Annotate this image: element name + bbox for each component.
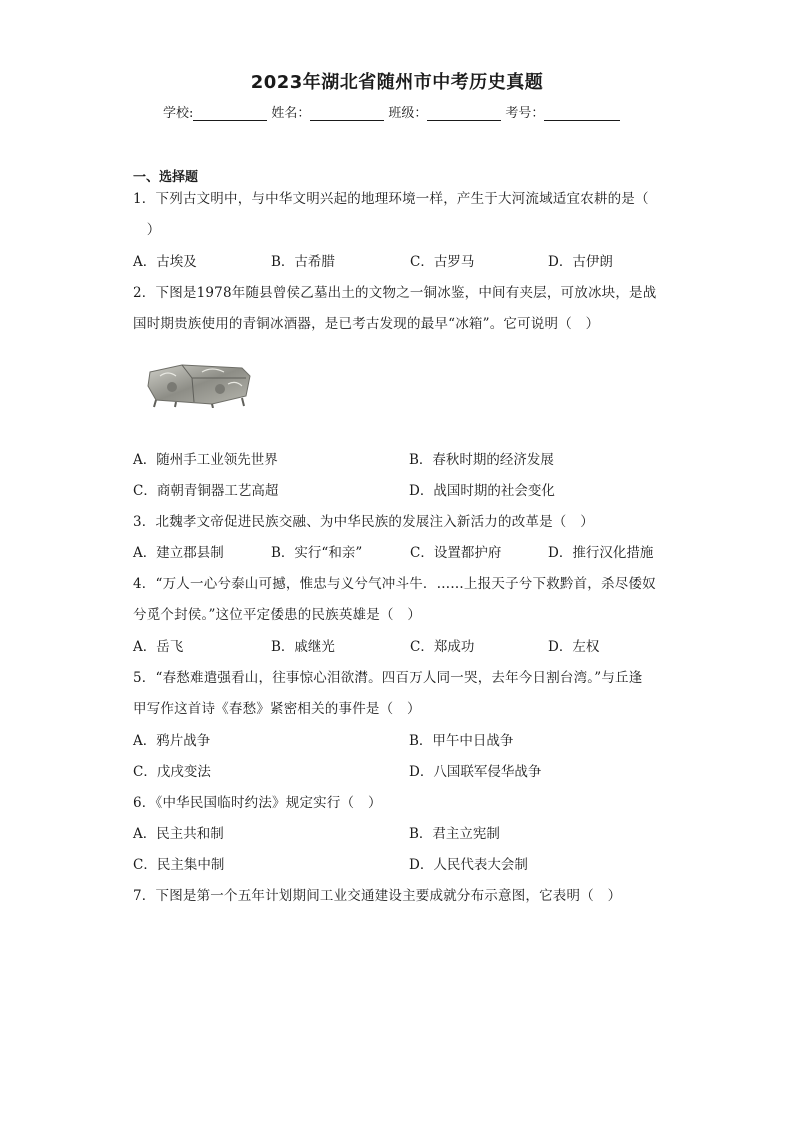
question-6-option-a[interactable]: A．民主共和制 [133,826,224,842]
name-blank[interactable] [310,106,384,121]
class-label: 班级： [388,106,428,121]
question-5-option-b[interactable]: B．甲午中日战争 [409,733,514,749]
question-2-option-a[interactable]: A．随州手工业领先世界 [133,452,278,468]
exam-number-label: 考号： [505,106,545,121]
question-stem-line: 兮觅个封侯。”这位平定倭患的民族英雄是（ ） [133,607,422,623]
option-d[interactable]: D．古伊朗 [548,254,613,270]
question-stem-line: 1．下列古文明中，与中华文明兴起的地理环境一样，产生于大河流域适宜农耕的是（ [133,191,649,207]
question-2-option-b[interactable]: B．春秋时期的经济发展 [409,452,554,468]
option-b[interactable]: B．实行“和亲” [271,545,363,561]
question-5-option-c[interactable]: C．戊戌变法 [133,764,211,780]
question-stem-line: 7．下图是第一个五年计划期间工业交通建设主要成就分布示意图，它表明（ ） [133,888,622,904]
option-d[interactable]: D．左权 [548,639,600,655]
school-label: 学校: [163,106,194,121]
question-2 [133,278,663,340]
question-6-option-b[interactable]: B．君主立宪制 [409,826,500,842]
question-5-option-d[interactable]: D．八国联军侵华战争 [409,764,542,780]
school-blank[interactable] [193,106,267,121]
question-4 [133,569,663,631]
question-stem-line: 4．“万人一心兮泰山可撼，惟忠与义兮气冲斗牛．……上报天子兮下救黔首，杀尽倭奴 [133,576,656,592]
option-c[interactable]: C．郑成功 [410,639,475,655]
question-1 [133,184,663,246]
question-2-option-d[interactable]: D．战国时期的社会变化 [409,483,555,499]
question-6-option-c[interactable]: C．民主集中制 [133,857,225,873]
question-3-options [133,538,663,569]
option-a[interactable]: A．建立郡县制 [133,545,224,561]
class-blank[interactable] [427,106,501,121]
name-label: 姓名： [271,106,311,121]
student-info-row [163,102,643,121]
option-d[interactable]: D．推行汉化措施 [548,545,654,561]
question-stem-line: 6．《中华民国临时约法》规定实行（ ） [133,795,382,811]
question-6 [133,788,663,819]
section-heading: 一、选择题 [133,170,199,185]
question-stem-line: 5．“春愁难遣强看山，往事惊心泪欲潸。四百万人同一哭，去年今日割台湾。”与丘逢 [133,670,643,686]
question-stem-line: ） [133,222,161,238]
question-2-option-c[interactable]: C．商朝青铜器工艺高超 [133,483,279,499]
exam-number-blank[interactable] [544,106,620,121]
question-stem-line: 甲写作这首诗《春愁》紧密相关的事件是（ ） [133,701,421,717]
option-b[interactable]: B．戚继光 [271,639,335,655]
question-stem-line: 3．北魏孝文帝促进民族交融、为中华民族的发展注入新活力的改革是（ ） [133,514,594,530]
page-title: 2023年湖北省随州市中考历史真题 [250,72,544,93]
question-4-options [133,632,663,663]
question-5 [133,663,663,725]
option-a[interactable]: A．岳飞 [133,639,184,655]
question-7 [133,881,663,912]
question-6-option-d[interactable]: D．人民代表大会制 [409,857,528,873]
option-c[interactable]: C．古罗马 [410,254,475,270]
option-a[interactable]: A．古埃及 [133,254,197,270]
question-stem-line: 国时期贵族使用的青铜冰酒器，是已考古发现的最早“冰箱”。它可说明（ ） [133,316,600,332]
question-1-options [133,247,663,278]
question-5-option-a[interactable]: A．鸦片战争 [133,733,211,749]
option-b[interactable]: B．古希腊 [271,254,335,270]
question-stem-line: 2．下图是1978年随县曾侯乙墓出土的文物之一铜冰鉴，中间有夹层，可放冰块，是战 [133,285,657,301]
bronze-ice-vessel-photo [142,362,258,408]
question-3 [133,507,663,538]
option-c[interactable]: C．设置都护府 [410,545,502,561]
